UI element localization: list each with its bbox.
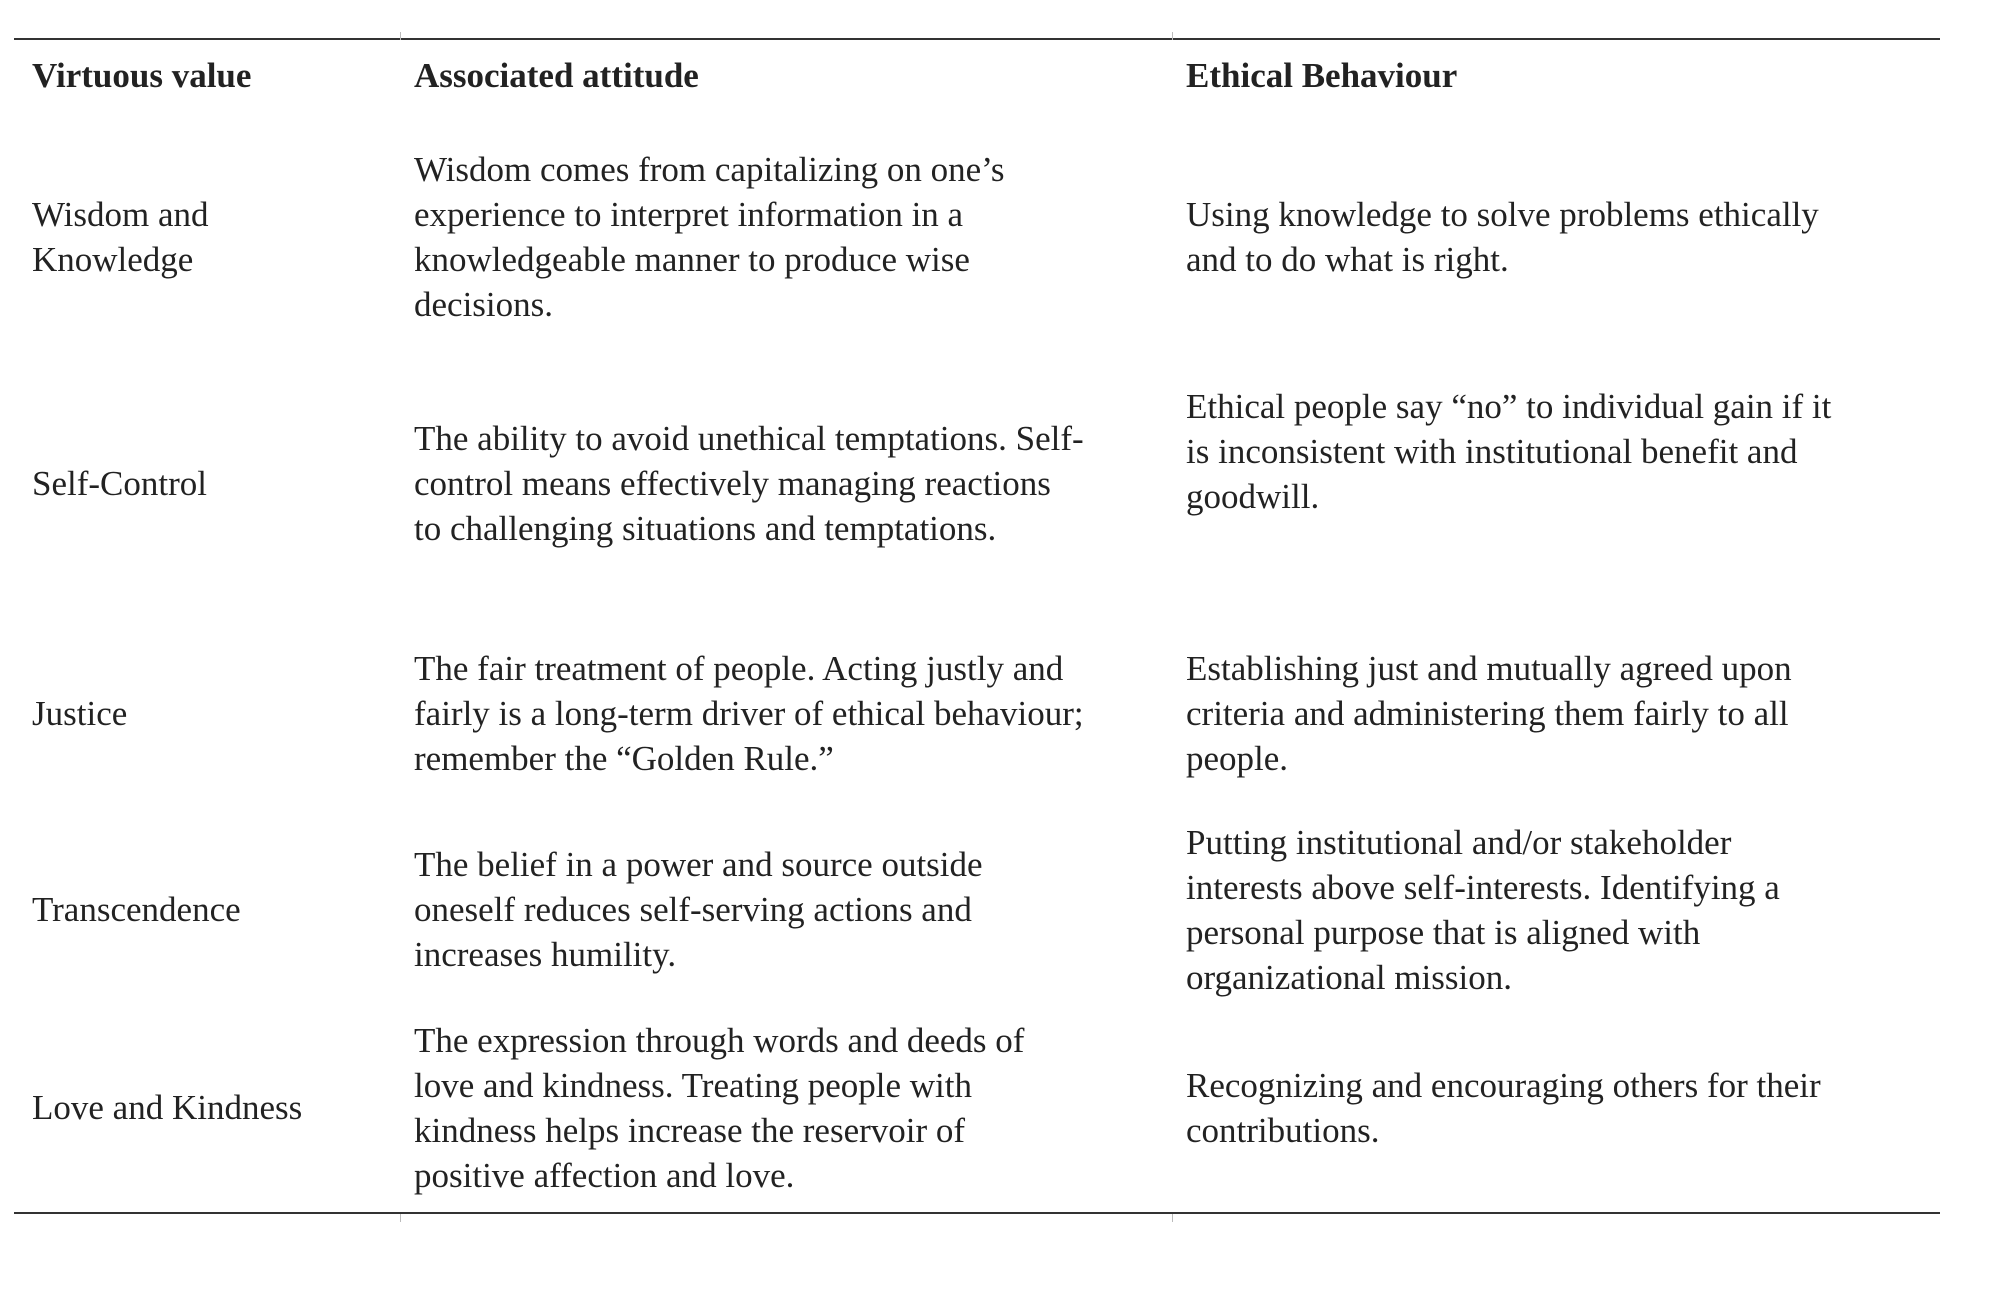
row-attitude-transcendence xyxy=(414,842,1174,977)
cell-line: fairly is a long-term driver of ethical behaviour; xyxy=(414,694,1084,733)
cell-line: is inconsistent with institutional benefit and xyxy=(1186,432,1798,471)
cell-line: The belief in a power and source outside xyxy=(414,845,983,884)
cell-line: The ability to avoid unethical temptations. Self- xyxy=(414,419,1084,458)
cell-line: oneself reduces self-serving actions and xyxy=(414,890,972,929)
cell-line: Justice xyxy=(32,694,128,733)
row-behaviour-wisdom xyxy=(1186,192,1926,282)
row-value-wisdom xyxy=(32,192,392,282)
cell-line: experience to interpret information in a xyxy=(414,195,964,234)
table-top-rule xyxy=(14,38,1940,40)
cell-line: The expression through words and deeds of xyxy=(414,1021,1025,1060)
cell-line: Ethical people say “no” to individual gain if it xyxy=(1186,387,1832,426)
row-attitude-self-control xyxy=(414,416,1174,551)
cell-line: positive affection and love. xyxy=(414,1156,795,1195)
cell-line: The fair treatment of people. Acting justly and xyxy=(414,649,1064,688)
cell-line: Transcendence xyxy=(32,890,241,929)
cell-line: criteria and administering them fairly to all xyxy=(1186,694,1789,733)
row-behaviour-transcendence xyxy=(1186,820,1926,1000)
table-bottom-rule xyxy=(14,1212,1940,1214)
cell-line: increases humility. xyxy=(414,935,677,974)
row-behaviour-self-control xyxy=(1186,384,1926,519)
cell-line: kindness helps increase the reservoir of xyxy=(414,1111,966,1150)
cell-line: Using knowledge to solve problems ethically xyxy=(1186,195,1819,234)
row-value-transcendence xyxy=(32,887,392,932)
cell-line: decisions. xyxy=(414,285,554,324)
header-associated-attitude: Associated attitude xyxy=(414,56,699,95)
row-attitude-love-kindness xyxy=(414,1018,1174,1198)
row-attitude-wisdom xyxy=(414,147,1174,327)
cell-line: Wisdom comes from capitalizing on one’s xyxy=(414,150,1005,189)
cell-line: Wisdom and xyxy=(32,195,209,234)
cell-line: Self-Control xyxy=(32,464,207,503)
cell-line: remember the “Golden Rule.” xyxy=(414,739,834,778)
column-divider-tick xyxy=(400,1214,401,1222)
cell-line: personal purpose that is aligned with xyxy=(1186,913,1701,952)
cell-line: Establishing just and mutually agreed upon xyxy=(1186,649,1792,688)
cell-line: love and kindness. Treating people with xyxy=(414,1066,973,1105)
cell-line: contributions. xyxy=(1186,1111,1380,1150)
row-value-justice xyxy=(32,691,392,736)
row-value-self-control xyxy=(32,461,392,506)
column-divider-tick xyxy=(1172,1214,1173,1222)
header-virtuous-value: Virtuous value xyxy=(32,56,252,95)
row-behaviour-justice xyxy=(1186,646,1926,781)
cell-line: knowledgeable manner to produce wise xyxy=(414,240,970,279)
cell-line: Recognizing and encouraging others for their xyxy=(1186,1066,1821,1105)
cell-line: interests above self-interests. Identifying a xyxy=(1186,868,1780,907)
cell-line: control means effectively managing reactions xyxy=(414,464,1051,503)
cell-line: goodwill. xyxy=(1186,477,1320,516)
cell-line: Love and Kindness xyxy=(32,1088,303,1127)
cell-line: Knowledge xyxy=(32,240,194,279)
column-divider-tick xyxy=(400,32,401,40)
cell-line: organizational mission. xyxy=(1186,958,1512,997)
cell-line: to challenging situations and temptations. xyxy=(414,509,997,548)
row-behaviour-love-kindness xyxy=(1186,1063,1926,1153)
cell-line: Putting institutional and/or stakeholder xyxy=(1186,823,1732,862)
cell-line: and to do what is right. xyxy=(1186,240,1509,279)
row-value-love-kindness xyxy=(32,1085,392,1130)
header-ethical-behaviour: Ethical Behaviour xyxy=(1186,56,1458,95)
cell-line: people. xyxy=(1186,739,1289,778)
column-divider-tick xyxy=(1172,32,1173,40)
row-attitude-justice xyxy=(414,646,1174,781)
